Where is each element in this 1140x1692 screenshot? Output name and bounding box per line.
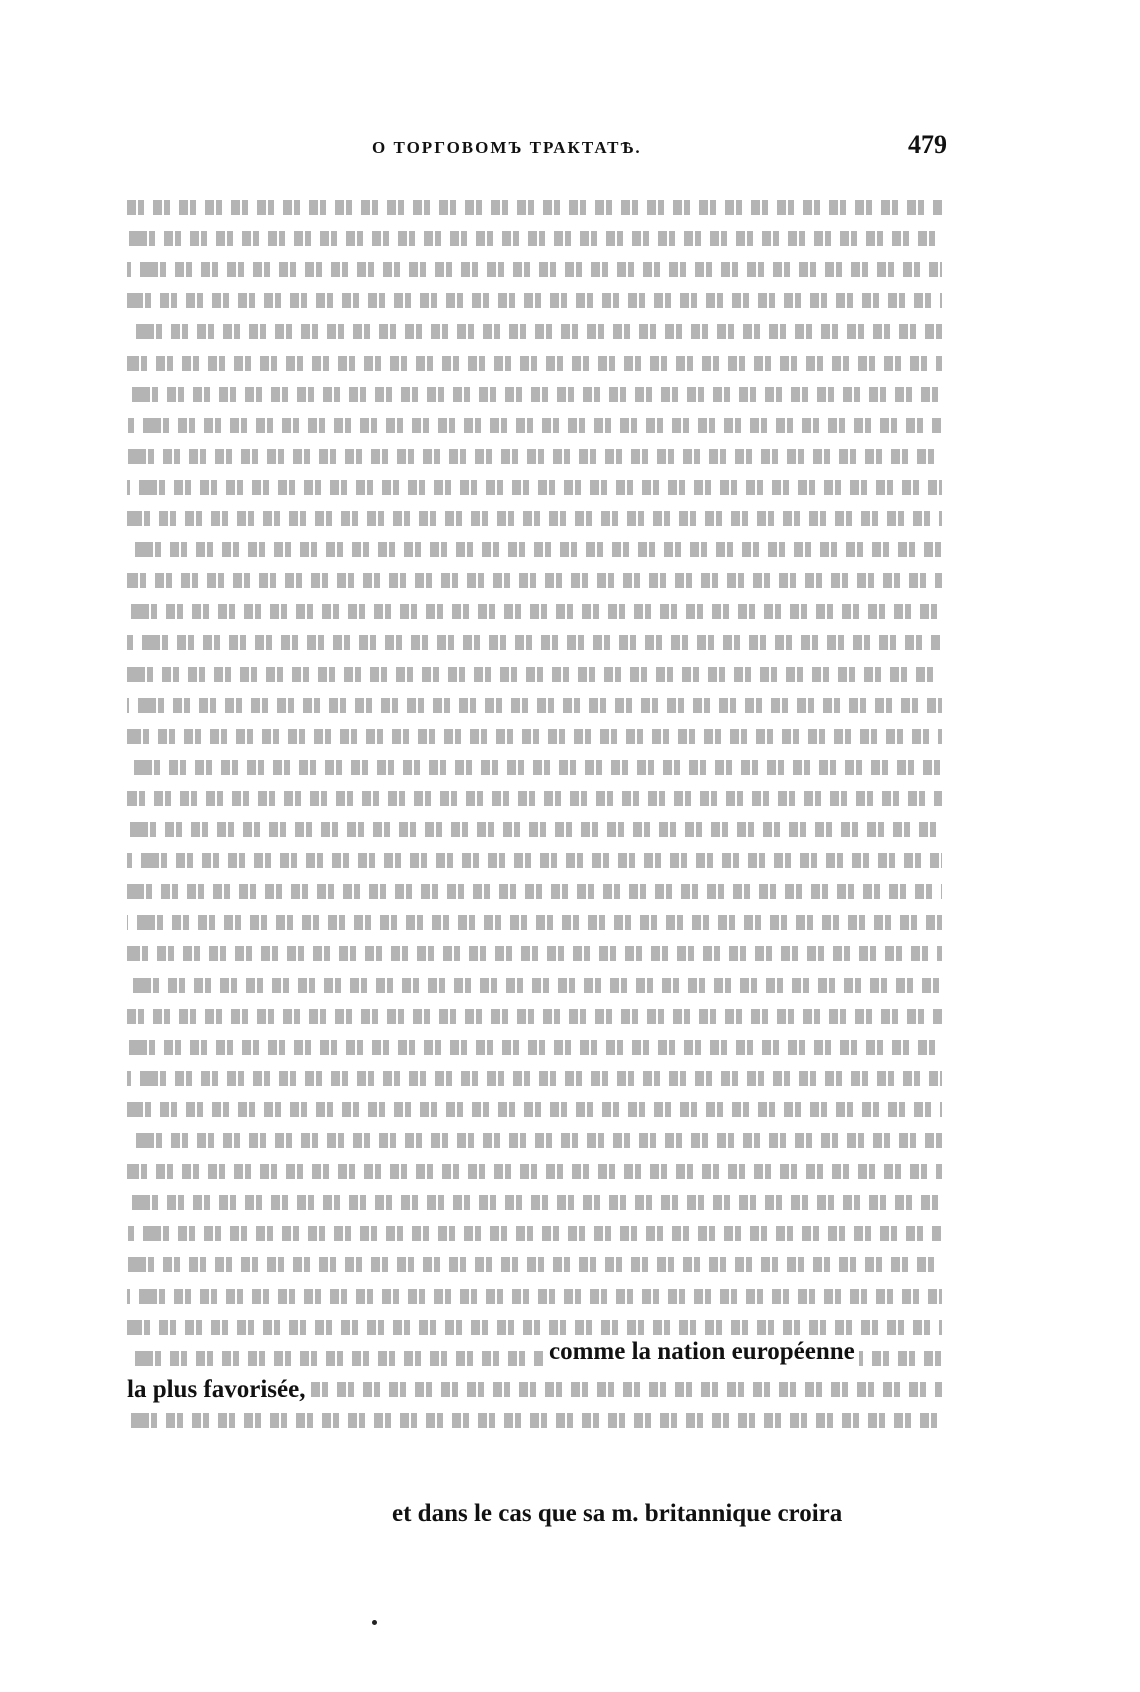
body-text-line bbox=[127, 604, 942, 619]
body-text-line bbox=[127, 387, 942, 402]
body-text-line bbox=[127, 231, 942, 246]
body-text-line bbox=[127, 760, 942, 775]
body-text-line bbox=[127, 356, 942, 371]
body-text-line bbox=[127, 1102, 942, 1117]
body-text-block bbox=[127, 192, 942, 1532]
body-text-line bbox=[127, 449, 942, 464]
running-head: О ТОРГОВОМЪ ТРАКТАТѢ. bbox=[372, 138, 642, 157]
body-text-line bbox=[127, 946, 942, 961]
body-text-line bbox=[127, 822, 942, 837]
body-text-line bbox=[127, 1009, 942, 1024]
french-phrase: comme la nation européenne bbox=[545, 1338, 859, 1366]
body-text-line bbox=[127, 667, 942, 682]
body-text-line bbox=[127, 511, 942, 526]
body-text-line bbox=[127, 1289, 942, 1304]
body-text-line bbox=[127, 791, 942, 806]
french-phrase: la plus favorisée, bbox=[123, 1376, 309, 1404]
body-text-line bbox=[127, 698, 942, 713]
body-text-line bbox=[127, 1071, 942, 1086]
body-text-line bbox=[127, 1133, 942, 1148]
body-text-line bbox=[127, 978, 942, 993]
body-text-line bbox=[127, 1320, 942, 1335]
page-number: 479 bbox=[908, 130, 947, 159]
body-text-line bbox=[127, 1413, 942, 1428]
body-text-line bbox=[127, 324, 942, 339]
body-text-line bbox=[127, 262, 942, 277]
french-phrase: et dans le cas que sa m. britannique croira bbox=[388, 1500, 846, 1528]
body-text-line bbox=[127, 1040, 942, 1055]
body-text-line bbox=[127, 418, 942, 433]
body-text-line bbox=[127, 480, 942, 495]
body-text-line bbox=[127, 1226, 942, 1241]
body-text-line bbox=[127, 542, 942, 557]
body-text-line bbox=[127, 915, 942, 930]
body-text-line bbox=[127, 293, 942, 308]
body-text-line bbox=[127, 853, 942, 868]
body-text-line bbox=[127, 1195, 942, 1210]
stray-ink-dot bbox=[372, 1620, 377, 1625]
body-text-line bbox=[127, 200, 942, 215]
body-text-line bbox=[127, 635, 942, 650]
body-text-line bbox=[127, 1257, 942, 1272]
body-text-line bbox=[127, 884, 942, 899]
body-text-line bbox=[127, 729, 942, 744]
body-text-line bbox=[127, 1164, 942, 1179]
body-text-line bbox=[127, 573, 942, 588]
